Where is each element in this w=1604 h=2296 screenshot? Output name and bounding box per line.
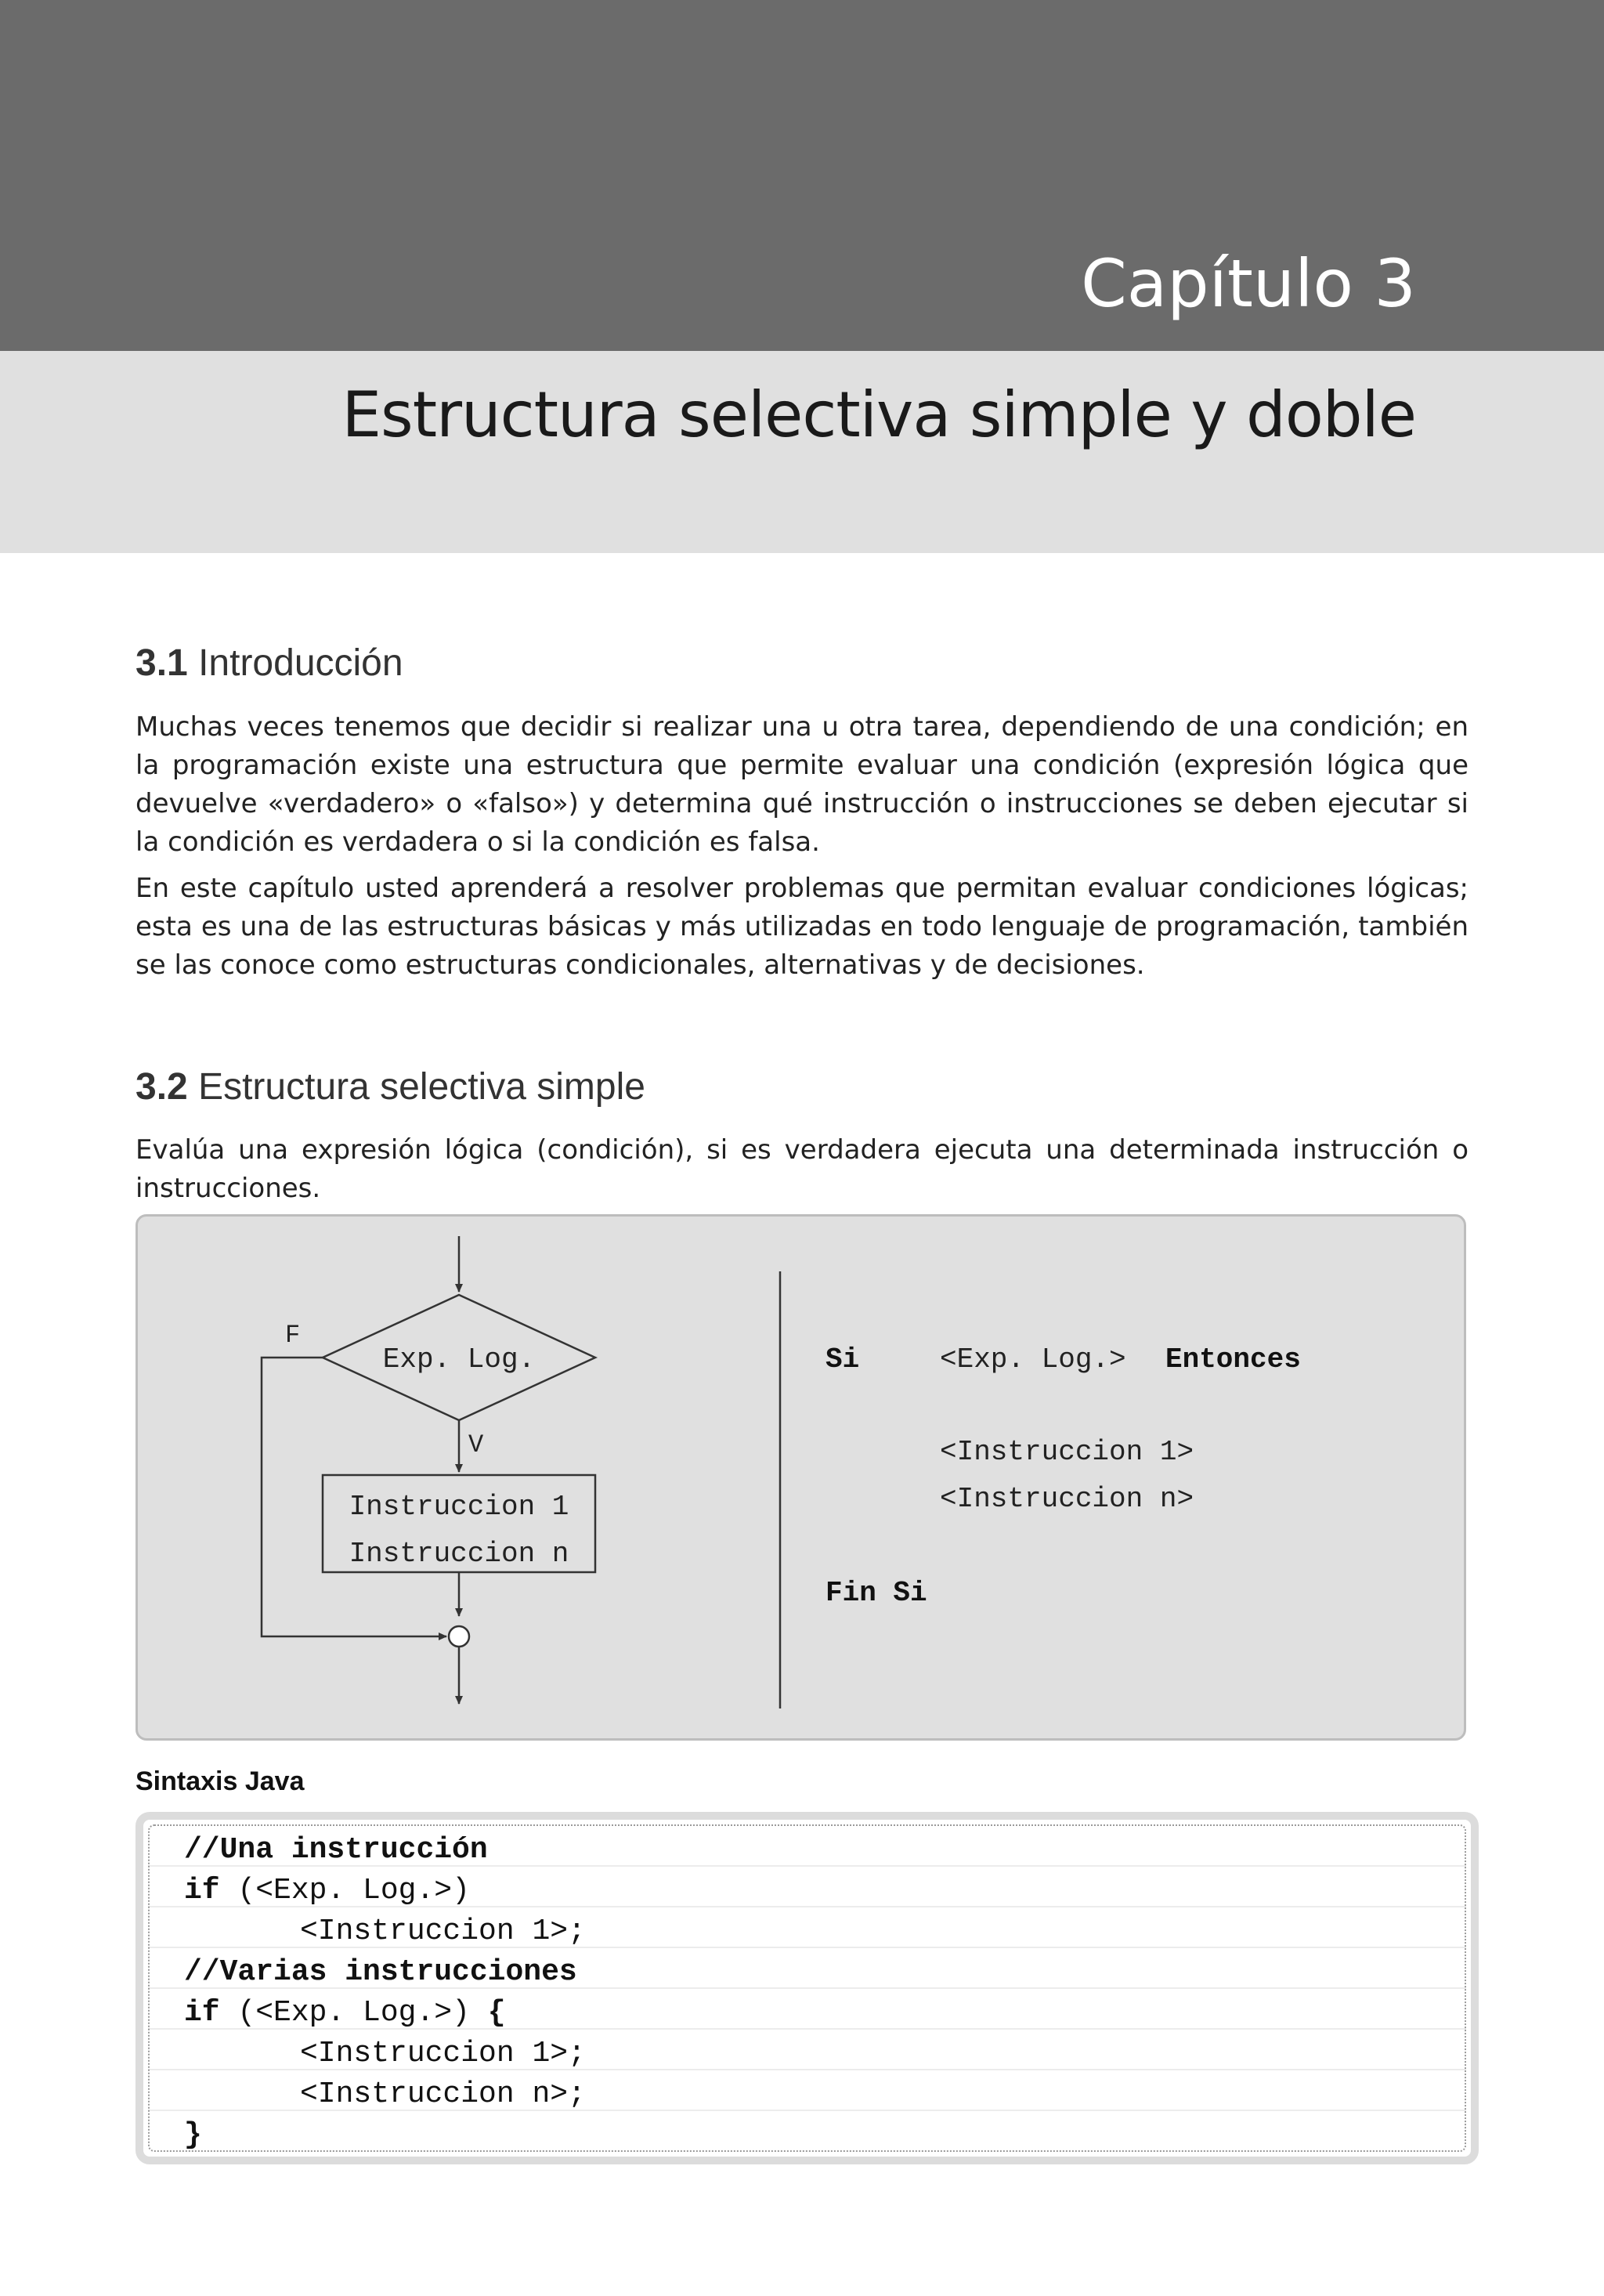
code-if-line-1	[184, 1876, 470, 1906]
pseudo-instr1: <Instruccion 1>	[940, 1436, 1194, 1468]
section-number: 3.1	[135, 642, 188, 684]
code-if-line-2	[184, 1998, 506, 2028]
section-title: Introducción	[198, 642, 403, 684]
pseudo-fin-si: Fin Si	[825, 1577, 927, 1609]
intro-paragraph-1: Muchas veces tenemos que decidir si realizar una u otra tarea, dependiendo de una condición; en la programación existe una estructura que permite evaluar una condición (expresión lógica que devuelve «verdadero» o «falso») y determina qué instrucción o instrucciones se deben ejecutar si la condición es verdadera o si la condición es falsa.	[135, 711, 1469, 858]
if-condition: (<Exp. Log.>)	[237, 1874, 470, 1907]
false-label: F	[285, 1321, 301, 1350]
pseudo-instrn: <Instruccion n>	[940, 1483, 1194, 1515]
code-instr-n-block: <Instruccion n>;	[300, 2077, 586, 2111]
section-heading-intro	[135, 642, 403, 684]
instruction-1-text: Instruccion 1	[349, 1491, 569, 1523]
section-title: Estructura selectiva simple	[198, 1066, 645, 1108]
code-instr-1-single: <Instruccion 1>;	[300, 1915, 586, 1948]
pseudo-expr: <Exp. Log.>	[940, 1343, 1126, 1376]
brace-close: }	[184, 2118, 202, 2152]
brace-open: {	[487, 1996, 506, 2030]
section-heading-simple	[135, 1068, 645, 1106]
selective-structure-diagram	[135, 1214, 1466, 1741]
code-area	[148, 1824, 1466, 2152]
java-syntax-code-block	[135, 1812, 1479, 2164]
pseudo-entonces: Entonces	[1165, 1343, 1301, 1376]
syntax-label: Sintaxis Java	[135, 1766, 305, 1796]
condition-text: Exp. Log.	[382, 1343, 536, 1376]
pseudo-si: Si	[825, 1343, 860, 1376]
code-comment-one: //Una instrucción	[184, 1833, 488, 1867]
instruction-n-text: Instruccion n	[349, 1538, 569, 1570]
junction-node	[449, 1626, 469, 1647]
code-comment-many: //Varias instrucciones	[184, 1955, 577, 1989]
section-number: 3.2	[135, 1066, 188, 1108]
simple-paragraph: Evalúa una expresión lógica (condición), si es verdadera ejecuta una determinada instrucción o instrucciones.	[135, 1134, 1469, 1204]
if-keyword: if	[184, 1874, 220, 1907]
true-label: V	[468, 1430, 484, 1459]
intro-paragraph-2: En este capítulo usted aprenderá a resolver problemas que permitan evaluar condiciones lógicas; esta es una de las estructuras básicas y más utilizadas en todo lenguaje de programación, también se las conoce como estructuras condicionales, alternativas y de decisiones.	[135, 873, 1469, 981]
diagram-svg	[138, 1217, 1464, 1738]
chapter-label: Capítulo 3	[1081, 245, 1416, 322]
if-condition: (<Exp. Log.>)	[237, 1996, 470, 2030]
chapter-title: Estructura selectiva simple y doble	[341, 378, 1416, 451]
code-instr-1-block: <Instruccion 1>;	[300, 2037, 586, 2070]
if-keyword: if	[184, 1996, 220, 2030]
